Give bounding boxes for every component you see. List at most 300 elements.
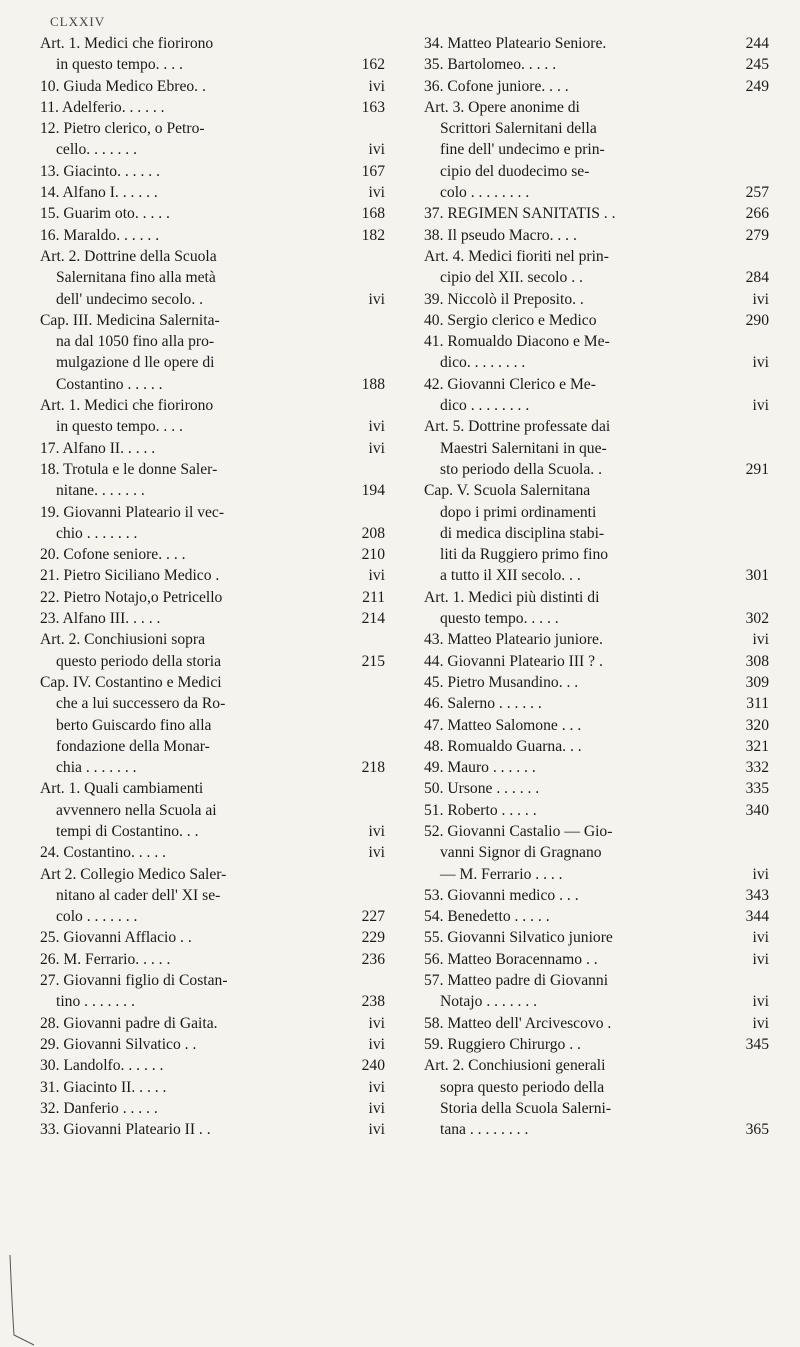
toc-entry: [40, 800, 385, 821]
toc-page-number: [739, 246, 769, 267]
toc-page-number: 215: [361, 652, 385, 670]
toc-page-number: 229: [361, 929, 385, 947]
toc-page-number: 249: [745, 77, 769, 95]
toc-entry-title: 12. Pietro clerico, o Petro-: [40, 120, 205, 138]
toc-entry-title: 29. Giovanni Silvatico . .: [40, 1035, 197, 1053]
toc-page-number: 218: [361, 759, 385, 777]
toc-page-number: 236: [361, 950, 385, 968]
toc-entry-title: 59. Ruggiero Chirurgo . .: [424, 1035, 581, 1053]
toc-entry: [424, 502, 769, 523]
toc-page-number: [739, 331, 769, 352]
toc-entry: [40, 502, 385, 523]
toc-page-number: [739, 502, 769, 523]
toc-page-number: [355, 778, 385, 799]
toc-page-number: [355, 693, 385, 714]
toc-page-number: 257: [745, 184, 769, 202]
toc-page-number: 211: [362, 588, 385, 606]
toc-entry-title: 25. Giovanni Afflacio . .: [40, 929, 192, 947]
toc-page-number: 210: [361, 546, 385, 564]
toc-entry-title: chia . . . . . . .: [56, 759, 137, 777]
toc-page-number: 301: [745, 567, 769, 585]
toc-entry: [424, 927, 769, 948]
toc-page-number: ivi: [368, 1121, 385, 1139]
toc-page-number: [355, 864, 385, 885]
toc-entry-title: 36. Cofone juniore. . . .: [424, 77, 569, 95]
toc-entry: [424, 438, 769, 459]
toc-entry-title: 17. Alfano II. . . . .: [40, 439, 156, 457]
toc-entry-title: 37. REGIMEN SANITATIS . .: [424, 205, 616, 223]
toc-entry-title: tana . . . . . . . .: [440, 1121, 529, 1139]
toc-entry-title: sopra questo periodo della: [440, 1078, 605, 1096]
toc-entry-title: 44. Giovanni Plateario III ? .: [424, 652, 603, 670]
toc-entry: [40, 544, 385, 565]
toc-entry: [424, 310, 769, 331]
toc-entry-title: berto Guiscardo fino alla: [56, 716, 212, 734]
toc-page-number: 290: [745, 311, 769, 329]
toc-page-number: ivi: [752, 865, 769, 883]
toc-entry-title: 35. Bartolomeo. . . . .: [424, 56, 557, 74]
toc-entry: [424, 1034, 769, 1055]
toc-entry: [40, 395, 385, 416]
toc-entry: [424, 225, 769, 246]
toc-entry: [424, 565, 769, 586]
toc-entry-title: 40. Sergio clerico e Medico: [424, 311, 597, 329]
toc-entry-title: 54. Benedetto . . . . .: [424, 908, 550, 926]
toc-page-number: 365: [745, 1121, 769, 1139]
toc-entry: [40, 1119, 385, 1140]
toc-entry-title: nitane. . . . . . .: [56, 482, 145, 500]
toc-entry-title: dico . . . . . . . .: [440, 397, 530, 415]
toc-entry: [424, 161, 769, 182]
toc-page-number: 308: [745, 652, 769, 670]
toc-entry-title: 45. Pietro Musandino. . .: [424, 673, 579, 691]
toc-entry-title: colo . . . . . . .: [56, 908, 138, 926]
toc-page-number: 167: [361, 162, 385, 180]
toc-page-number: 335: [745, 780, 769, 798]
toc-entry: [424, 800, 769, 821]
toc-entry-title: 21. Pietro Siciliano Medico .: [40, 567, 220, 585]
toc-page-number: 321: [745, 737, 769, 755]
toc-page-number: [739, 523, 769, 544]
toc-page-number: [355, 33, 385, 54]
toc-entry: [40, 331, 385, 352]
toc-entry-title: 38. Il pseudo Macro. . . .: [424, 226, 577, 244]
toc-page-number: 240: [361, 1057, 385, 1075]
toc-page-number: ivi: [752, 631, 769, 649]
toc-entry: [424, 885, 769, 906]
toc-entry-title: nitano al cader dell' XI se-: [56, 886, 221, 904]
toc-page-number: 332: [745, 759, 769, 777]
toc-entry: [424, 54, 769, 75]
toc-entry: [424, 1098, 769, 1119]
toc-page-number: ivi: [752, 929, 769, 947]
toc-entry: [40, 970, 385, 991]
toc-page-number: ivi: [752, 1014, 769, 1032]
toc-entry-title: 18. Trotula e le donne Saler-: [40, 460, 218, 478]
toc-entry: [40, 736, 385, 757]
toc-page-number: 182: [361, 226, 385, 244]
toc-entry: [40, 246, 385, 267]
toc-page-number: 227: [361, 908, 385, 926]
toc-entry-title: dopo i primi ordinamenti: [440, 503, 597, 521]
toc-page-number: [739, 161, 769, 182]
toc-page-number: 188: [361, 375, 385, 393]
toc-entry-title: na dal 1050 fino alla pro-: [56, 333, 215, 351]
toc-page-number: ivi: [368, 290, 385, 308]
toc-entry-title: 22. Pietro Notajo,o Petricello: [40, 588, 223, 606]
toc-right-column: [424, 33, 769, 1140]
toc-entry-title: 39. Niccolò il Preposito. .: [424, 290, 584, 308]
toc-entry-title: fine dell' undecimo e prin-: [440, 141, 605, 159]
toc-entry: [424, 949, 769, 970]
toc-entry: [424, 587, 769, 608]
toc-entry: [424, 267, 769, 288]
toc-entry: [424, 1077, 769, 1098]
toc-page-number: [355, 502, 385, 523]
toc-entry: [40, 374, 385, 395]
toc-entry: [424, 97, 769, 118]
toc-entry: [40, 565, 385, 586]
toc-page-number: [739, 118, 769, 139]
toc-page-number: ivi: [752, 354, 769, 372]
toc-entry: [424, 991, 769, 1012]
toc-entry: [424, 246, 769, 267]
toc-page-number: [739, 970, 769, 991]
toc-page-number: [355, 331, 385, 352]
toc-entry-title: 24. Costantino. . . . .: [40, 844, 167, 862]
toc-entry: [40, 54, 385, 75]
toc-page-number: [355, 395, 385, 416]
toc-entry: [40, 203, 385, 224]
toc-page-number: [355, 118, 385, 139]
toc-entry: [424, 608, 769, 629]
toc-entry-title: dico. . . . . . . .: [440, 354, 526, 372]
toc-entry-title: avvennero nella Scuola ai: [56, 801, 217, 819]
toc-entry: [424, 139, 769, 160]
toc-page-number: 320: [745, 716, 769, 734]
toc-entry: [40, 927, 385, 948]
toc-entry-title: 10. Giuda Medico Ebreo. .: [40, 77, 206, 95]
toc-page-number: [739, 1077, 769, 1098]
toc-page-number: 245: [745, 56, 769, 74]
toc-page-number: 194: [361, 482, 385, 500]
toc-page-number: [355, 885, 385, 906]
toc-entry-title: 43. Matteo Plateario juniore.: [424, 631, 603, 649]
toc-entry-title: Art 2. Collegio Medico Saler-: [40, 865, 227, 883]
toc-entry: [40, 778, 385, 799]
toc-entry-title: 58. Matteo dell' Arcivescovo .: [424, 1014, 612, 1032]
toc-entry: [40, 1098, 385, 1119]
toc-entry-title: cello. . . . . . .: [56, 141, 137, 159]
toc-entry: [40, 438, 385, 459]
toc-page-number: 345: [745, 1035, 769, 1053]
toc-entry: [40, 225, 385, 246]
toc-entry-title: 41. Romualdo Diacono e Me-: [424, 333, 610, 351]
toc-entry: [40, 885, 385, 906]
toc-entry: [424, 1013, 769, 1034]
toc-entry: [424, 416, 769, 437]
toc-entry: [40, 33, 385, 54]
toc-entry-title: Art. 3. Opere anonime di: [424, 98, 580, 116]
toc-entry: [40, 267, 385, 288]
toc-entry-title: 51. Roberto . . . . .: [424, 801, 537, 819]
toc-entry-title: 27. Giovanni figlio di Costan-: [40, 972, 228, 990]
toc-page-number: ivi: [368, 77, 385, 95]
toc-entry-title: Art. 2. Conchiusioni sopra: [40, 631, 206, 649]
toc-page-number: [355, 672, 385, 693]
toc-entry-title: Scrittori Salernitani della: [440, 120, 597, 138]
toc-entry-title: Costantino . . . . .: [56, 375, 163, 393]
margin-bracket-mark: [8, 1255, 38, 1347]
toc-entry: [40, 906, 385, 927]
toc-page-number: [355, 970, 385, 991]
toc-entry: [40, 651, 385, 672]
toc-entry-title: 56. Matteo Boracennamo . .: [424, 950, 598, 968]
toc-entry: [40, 821, 385, 842]
toc-page-number: ivi: [752, 397, 769, 415]
toc-entry-title: tempi di Costantino. . .: [56, 822, 199, 840]
toc-entry: [40, 629, 385, 650]
toc-entry-title: cipio del duodecimo se-: [440, 162, 590, 180]
toc-entry-title: Art. 1. Quali cambiamenti: [40, 780, 204, 798]
toc-entry: [424, 757, 769, 778]
toc-page-number: [355, 246, 385, 267]
toc-entry-title: cipio del XII. secolo . .: [440, 269, 583, 287]
toc-entry: [40, 459, 385, 480]
toc-page-number: ivi: [368, 141, 385, 159]
toc-entry-title: Art. 2. Dottrine della Scuola: [40, 247, 217, 265]
toc-entry-title: liti da Ruggiero primo fino: [440, 546, 609, 564]
toc-page-number: ivi: [368, 439, 385, 457]
toc-entry: [40, 118, 385, 139]
toc-entry-title: Cap. III. Medicina Salernita-: [40, 311, 220, 329]
toc-page-number: ivi: [368, 418, 385, 436]
toc-entry-title: 19. Giovanni Plateario il vec-: [40, 503, 225, 521]
toc-entry: [424, 672, 769, 693]
toc-entry-title: questo tempo. . . . .: [440, 610, 559, 628]
toc-entry-title: 26. M. Ferrario. . . . .: [40, 950, 171, 968]
toc-entry-title: in questo tempo. . . .: [56, 418, 183, 436]
toc-page-number: ivi: [752, 290, 769, 308]
toc-entry: [40, 991, 385, 1012]
toc-page-number: 279: [745, 226, 769, 244]
toc-page-number: [739, 139, 769, 160]
toc-entry: [424, 629, 769, 650]
toc-entry: [424, 76, 769, 97]
toc-page-number: 309: [745, 673, 769, 691]
toc-page-number: 311: [746, 695, 769, 713]
toc-entry-title: 49. Mauro . . . . . .: [424, 759, 536, 777]
toc-entry: [424, 289, 769, 310]
toc-entry-title: 20. Cofone seniore. . . .: [40, 546, 186, 564]
toc-page-number: [355, 736, 385, 757]
toc-page-number: [739, 416, 769, 437]
toc-entry: [424, 182, 769, 203]
toc-page-number: [355, 715, 385, 736]
toc-entry: [424, 1055, 769, 1076]
toc-entry-title: chio . . . . . . .: [56, 524, 138, 542]
toc-entry-title: 50. Ursone . . . . . .: [424, 780, 540, 798]
toc-entry: [424, 331, 769, 352]
toc-page-number: [355, 267, 385, 288]
toc-page-number: [739, 438, 769, 459]
toc-page-number: 340: [745, 801, 769, 819]
toc-page-number: [739, 97, 769, 118]
toc-entry: [424, 523, 769, 544]
toc-entry-title: Art. 2. Conchiusioni generali: [424, 1057, 606, 1075]
toc-entry: [424, 544, 769, 565]
toc-entry: [424, 480, 769, 501]
toc-entry: [424, 1119, 769, 1140]
toc-page-number: 266: [745, 205, 769, 223]
toc-entry: [40, 715, 385, 736]
toc-entry: [40, 523, 385, 544]
toc-page-number: 238: [361, 993, 385, 1011]
toc-entry: [40, 97, 385, 118]
toc-page-number: 302: [745, 610, 769, 628]
toc-entry: [40, 352, 385, 373]
toc-page-number: ivi: [368, 1078, 385, 1096]
toc-entry: [40, 1077, 385, 1098]
toc-page-number: [355, 629, 385, 650]
toc-entry: [40, 310, 385, 331]
toc-entry: [40, 693, 385, 714]
toc-page-number: ivi: [752, 950, 769, 968]
toc-page-number: 162: [361, 56, 385, 74]
toc-entry: [40, 757, 385, 778]
toc-page-number: ivi: [752, 993, 769, 1011]
toc-entry-title: 55. Giovanni Silvatico juniore: [424, 929, 613, 947]
toc-entry: [424, 693, 769, 714]
toc-entry-title: Cap. V. Scuola Salernitana: [424, 482, 591, 500]
toc-entry: [40, 1013, 385, 1034]
toc-page-number: [355, 310, 385, 331]
toc-entry: [424, 374, 769, 395]
toc-entry: [40, 161, 385, 182]
toc-page-number: ivi: [368, 844, 385, 862]
toc-page-number: ivi: [368, 1099, 385, 1117]
toc-entry: [40, 182, 385, 203]
toc-entry: [40, 587, 385, 608]
toc-entry-title: 16. Maraldo. . . . . .: [40, 226, 160, 244]
toc-page-number: ivi: [368, 822, 385, 840]
toc-entry: [40, 864, 385, 885]
toc-entry-title: — M. Ferrario . . . .: [440, 865, 563, 883]
toc-page-number: [739, 480, 769, 501]
toc-entry-title: Art. 1. Medici più distinti di: [424, 588, 600, 606]
toc-entry: [424, 118, 769, 139]
toc-page-number: ivi: [368, 184, 385, 202]
toc-page-number: ivi: [368, 1014, 385, 1032]
toc-entry: [40, 842, 385, 863]
toc-entry: [424, 203, 769, 224]
toc-entry-title: 30. Landolfo. . . . . .: [40, 1057, 164, 1075]
toc-page-number: 244: [745, 35, 769, 52]
toc-page-number: 214: [361, 610, 385, 628]
toc-entry: [424, 459, 769, 480]
toc-entry-title: 46. Salerno . . . . . .: [424, 695, 542, 713]
toc-entry: [40, 1034, 385, 1055]
toc-entry-title: 11. Adelferio. . . . . .: [40, 98, 165, 116]
toc-entry: [424, 842, 769, 863]
toc-entry: [40, 672, 385, 693]
toc-page-number: [739, 544, 769, 565]
toc-page-number: [355, 800, 385, 821]
toc-entry: [40, 139, 385, 160]
toc-entry: [424, 33, 769, 54]
toc-entry: [40, 416, 385, 437]
toc-page-number: [739, 1055, 769, 1076]
toc-entry-title: colo . . . . . . . .: [440, 184, 530, 202]
toc-entry-title: Cap. IV. Costantino e Medici: [40, 673, 222, 691]
toc-page-number: 284: [745, 269, 769, 287]
toc-entry: [40, 1055, 385, 1076]
toc-entry-title: vanni Signor di Gragnano: [440, 844, 602, 862]
toc-page-number: 208: [361, 524, 385, 542]
toc-page-number: [355, 459, 385, 480]
toc-entry: [424, 970, 769, 991]
toc-page-number: [355, 352, 385, 373]
toc-page-number: 168: [361, 205, 385, 223]
toc-page-number: [739, 1098, 769, 1119]
toc-entry-title: Art. 4. Medici fioriti nel prin-: [424, 247, 609, 265]
toc-entry-title: Art. 5. Dottrine professate dai: [424, 418, 611, 436]
toc-entry: [424, 906, 769, 927]
toc-entry-title: 31. Giacinto II. . . . .: [40, 1078, 167, 1096]
toc-page-number: [739, 821, 769, 842]
toc-entry: [40, 76, 385, 97]
toc-entry-title: 28. Giovanni padre di Gaita.: [40, 1014, 218, 1032]
toc-page-number: 344: [745, 908, 769, 926]
toc-page-number: 343: [745, 886, 769, 904]
toc-entry: [424, 736, 769, 757]
toc-entry-title: 14. Alfano I. . . . . .: [40, 184, 158, 202]
toc-page-number: 291: [745, 460, 769, 478]
toc-entry: [40, 480, 385, 501]
toc-page-number: [739, 374, 769, 395]
toc-entry-title: tino . . . . . . .: [56, 993, 135, 1011]
toc-page-number: [739, 587, 769, 608]
toc-entry-title: 53. Giovanni medico . . .: [424, 886, 579, 904]
toc-entry-title: a tutto il XII secolo. . .: [440, 567, 581, 585]
toc-entry-title: Art. 1. Medici che fiorirono: [40, 35, 214, 52]
toc-entry-title: 52. Giovanni Castalio — Gio-: [424, 822, 613, 840]
toc-entry-title: che a lui successero da Ro-: [56, 695, 226, 713]
toc-entry-title: Salernitana fino alla metà: [56, 269, 216, 287]
toc-entry-title: Art. 1. Medici che fiorirono: [40, 397, 214, 415]
toc-entry-title: 47. Matteo Salomone . . .: [424, 716, 582, 734]
toc-entry: [40, 608, 385, 629]
toc-entry-title: fondazione della Monar-: [56, 737, 210, 755]
toc-entry: [424, 821, 769, 842]
toc-entry: [424, 715, 769, 736]
toc-entry: [424, 395, 769, 416]
running-head: CLXXIV: [50, 14, 106, 29]
toc-entry-title: 33. Giovanni Plateario II . .: [40, 1121, 211, 1139]
toc-entry-title: questo periodo della storia: [56, 652, 221, 670]
toc-page-number: [739, 842, 769, 863]
toc-entry-title: Storia della Scuola Salerni-: [440, 1099, 612, 1117]
toc-entry-title: 15. Guarim oto. . . . .: [40, 205, 170, 223]
toc-entry-title: 34. Matteo Plateario Seniore.: [424, 35, 607, 52]
toc-entry-title: 57. Matteo padre di Giovanni: [424, 972, 609, 990]
toc-entry: [424, 352, 769, 373]
toc-page-number: ivi: [368, 1035, 385, 1053]
toc-entry-title: dell' undecimo secolo. .: [56, 290, 204, 308]
toc-entry-title: 13. Giacinto. . . . . .: [40, 162, 160, 180]
toc-entry-title: mulgazione d lle opere di: [56, 354, 215, 372]
toc-entry: [424, 864, 769, 885]
